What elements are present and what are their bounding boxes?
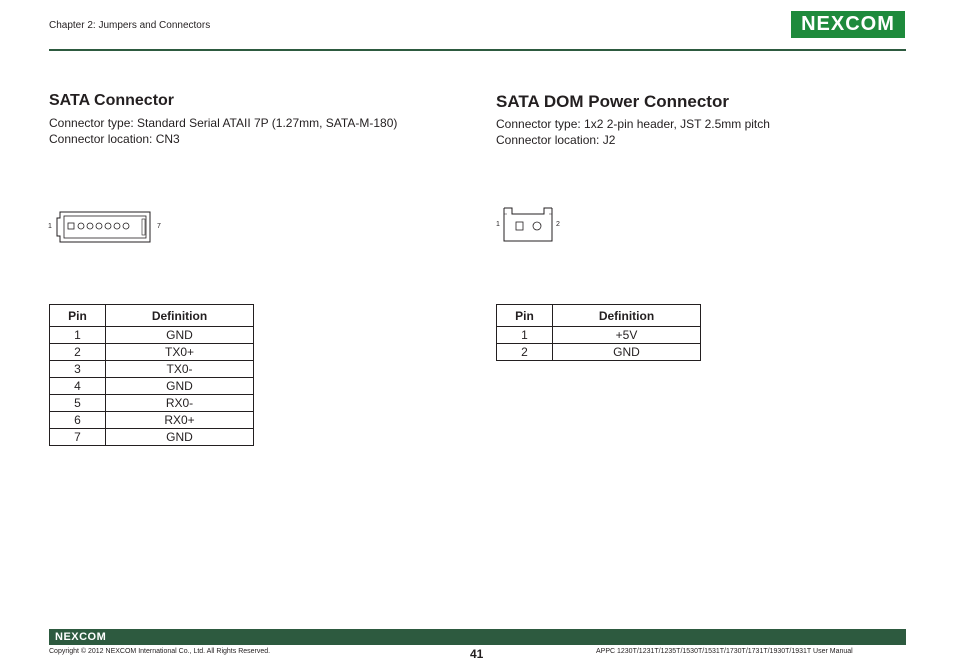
definition-cell: TX0+ xyxy=(106,344,254,361)
header-rule xyxy=(49,49,906,51)
sata-pin-label-first: 1 xyxy=(48,223,52,230)
table-row xyxy=(50,412,254,429)
definition-cell: GND xyxy=(106,429,254,446)
sata-dom-power-description xyxy=(496,116,770,148)
footer-corner-square xyxy=(890,629,897,636)
definition-cell: +5V xyxy=(553,327,701,344)
pin-cell: 7 xyxy=(50,429,106,446)
footer-logo: NEXCOM xyxy=(55,631,107,643)
table-header-row xyxy=(50,305,254,327)
definition-cell: RX0+ xyxy=(106,412,254,429)
nexcom-logo xyxy=(791,11,905,38)
column-header-definition: Definition xyxy=(553,305,701,327)
page-number: 41 xyxy=(470,647,484,661)
table-row xyxy=(50,327,254,344)
pin-cell: 1 xyxy=(497,327,553,344)
sata-dom-power-type: Connector type: 1x2 2-pin header, JST 2.5mm pitch xyxy=(496,117,770,131)
logo-text: NEXCOM xyxy=(801,13,895,35)
pin-cell: 2 xyxy=(497,344,553,361)
sata-connector-type: Connector type: Standard Serial ATAII 7P (1.27mm, SATA-M-180) xyxy=(49,116,398,130)
definition-cell: TX0- xyxy=(106,361,254,378)
sata-dom-power-pin-table xyxy=(496,304,701,361)
sata-connector-heading: SATA Connector xyxy=(49,92,175,109)
pin-cell: 3 xyxy=(50,361,106,378)
sata-connector-diagram xyxy=(56,210,156,244)
table-header-row xyxy=(497,305,701,327)
dom-pin-label-last: 2 xyxy=(556,221,560,228)
sata-dom-power-location: Connector location: J2 xyxy=(496,133,616,147)
dom-pin-label-first: 1 xyxy=(496,221,500,228)
column-header-pin: Pin xyxy=(497,305,553,327)
definition-cell: GND xyxy=(553,344,701,361)
column-header-definition: Definition xyxy=(106,305,254,327)
chapter-title: Chapter 2: Jumpers and Connectors xyxy=(49,20,211,31)
sata-dom-power-heading: SATA DOM Power Connector xyxy=(496,92,729,111)
definition-cell: GND xyxy=(106,378,254,395)
definition-cell: GND xyxy=(106,327,254,344)
footer-bar xyxy=(49,629,906,645)
sata-pin-table xyxy=(49,304,254,446)
copyright-text: Copyright © 2012 NEXCOM International Co., Ltd. All Rights Reserved. xyxy=(49,648,271,655)
pin-1-square xyxy=(516,222,523,230)
pin-cell: 1 xyxy=(50,327,106,344)
table-row xyxy=(497,344,701,361)
sata-pin-label-last: 7 xyxy=(157,223,161,230)
table-row xyxy=(50,344,254,361)
pin-cell: 2 xyxy=(50,344,106,361)
manual-title: APPC 1230T/1231T/1235T/1530T/1531T/1730T/1731T/1930T/1931T User Manual xyxy=(596,648,853,655)
pin-cell: 5 xyxy=(50,395,106,412)
table-row xyxy=(50,395,254,412)
pin-cell: 6 xyxy=(50,412,106,429)
table-row xyxy=(497,327,701,344)
pin-cell: 4 xyxy=(50,378,106,395)
sata-connector-location: Connector location: CN3 xyxy=(49,132,180,146)
definition-cell: RX0- xyxy=(106,395,254,412)
table-row xyxy=(50,378,254,395)
column-header-pin: Pin xyxy=(50,305,106,327)
sata-dom-power-diagram xyxy=(503,206,553,242)
table-row xyxy=(50,429,254,446)
table-row xyxy=(50,361,254,378)
sata-connector-description xyxy=(49,115,397,147)
